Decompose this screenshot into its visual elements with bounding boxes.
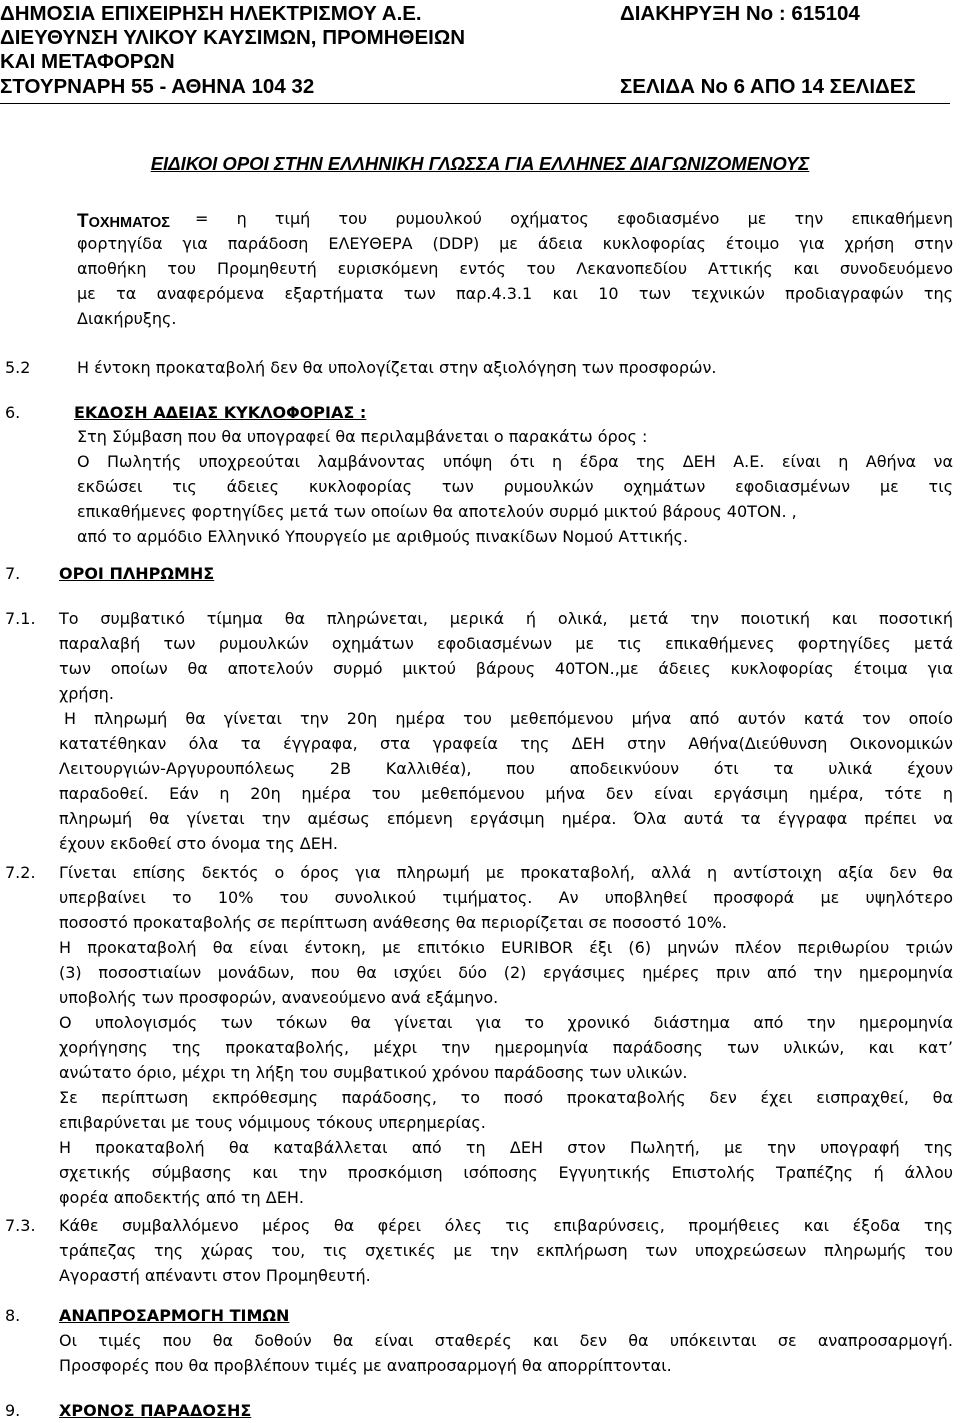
section-7-1-line: έχουν εκδοθεί στο όνομα της ΔΕΗ. — [59, 834, 338, 853]
page-title: ΕΙΔΙΚΟΙ ΟΡΟΙ ΣΤΗΝ ΕΛΛΗΝΙΚΗ ΓΛΩΣΣΑ ΓΙΑ ΕΛΛΗΝΕΣ ΔΙΑΓΩΝΙΖΟΜΕΝΟΥΣ — [150, 153, 810, 174]
definition-line: αποθήκη του Προμηθευτή ευρισκόμενη εντός του Λεκανοπεδίου Αττικής και συνοδευόμενο — [77, 259, 953, 278]
header-org-line-3: ΚΑΙ ΜΕΤΑΦΟΡΩΝ — [0, 50, 175, 73]
section-7-1-line: κατατέθηκαν όλα τα έγγραφα, στα γραφεία της ΔΕΗ στην Αθήνα(Διεύθυνση Οικονομικών — [59, 734, 953, 753]
section-7-2-line: Ο υπολογισμός των τόκων θα γίνεται για το χρονικό διάστημα από την ημερομηνία — [59, 1013, 953, 1032]
section-5-2-number: 5.2 — [5, 358, 31, 377]
section-7-2-line: Η προκαταβολή θα καταβάλλεται από τη ΔΕΗ στον Πωλητή, με την υπογραφή της — [59, 1138, 953, 1157]
definition-term — [77, 211, 170, 233]
header-divider — [0, 103, 950, 104]
section-7-2-line: υπερβαίνει το 10% του συνολικού τιμήματος. Αν υποβληθεί προσφορά με υψηλότερο — [59, 888, 953, 907]
definition-term-initial: Τ — [77, 211, 89, 232]
section-7-2-line: χορήγησης της προκαταβολής, μέχρι την ημερομηνία παράδοσης των υλικών, και κατ’ — [59, 1038, 953, 1057]
section-7-2-line: Γίνεται επίσης δεκτός ο όρος για πληρωμή με προκαταβολή, αλλά η αντίστοιχη αξία δεν θα — [59, 863, 953, 882]
section-8-body — [59, 1328, 953, 1378]
section-8-line: Προσφορές που θα προβλέπουν τιμές με αναπροσαρμογή θα απορρίπτονται. — [59, 1356, 672, 1375]
section-7-2-line: (3) ποσοστιαίων μονάδων, που θα ισχύει δύο (2) εργάσιμες ημέρες πριν από την ημερομηνία — [59, 963, 953, 982]
section-7-1-line: Το συμβατικό τίμημα θα πληρώνεται, μερικά ή ολικά, μετά την ποιοτική και ποσοτική — [59, 609, 953, 628]
section-7-1-line: Η πληρωμή θα γίνεται την 20η ημέρα του μεθεπόμενου μήνα από αυτόν κατά τον οποίο — [64, 709, 953, 728]
section-7-2-line: ποσοστό προκαταβολής σε περίπτωση ανάθεσης θα περιορίζεται σε ποσοστό 10%. — [59, 913, 727, 932]
section-7-1-line: χρήση. — [59, 684, 114, 703]
section-6-line: επικαθήμενες φορτηγίδες μετά των οποίων θα αποτελούν συρμό μικτού βάρους 40ΤΟΝ. , — [77, 502, 797, 521]
section-6-line: Στη Σύμβαση που θα υπογραφεί θα περιλαμβάνεται ο παρακάτω όρος : — [77, 427, 648, 446]
section-7-3-line: Κάθε συμβαλλόμενο μέρος θα φέρει όλες τις επιβαρύνσεις, προμήθειες και έξοδα της — [59, 1216, 953, 1235]
header-org-line-2: ΔΙΕΥΘΥΝΣΗ ΥΛΙΚΟΥ ΚΑΥΣΙΜΩΝ, ΠΡΟΜΗΘΕΙΩΝ — [0, 26, 466, 49]
section-7-2-body — [59, 860, 953, 1210]
header-address: ΣΤΟΥΡΝΑΡΗ 55 - ΑΘΗΝΑ 104 32 — [0, 75, 315, 98]
section-6-heading: ΕΚΔΟΣΗ ΑΔΕΙΑΣ ΚΥΚΛΟΦΟΡΙΑΣ : — [74, 403, 367, 422]
section-7-1-line: Λειτουργιών-Αργυρουπόλεως 2Β Καλλιθέα), που αποδεικνύουν ότι τα υλικά έχουν — [59, 759, 953, 778]
definition-term-rest: ΟΧΗΜΑΤΟΣ — [88, 215, 170, 231]
section-8-heading: ΑΝΑΠΡΟΣΑΡΜΟΓΗ ΤΙΜΩΝ — [59, 1306, 290, 1325]
section-6-line: Ο Πωλητής υποχρεούται λαμβάνοντας υπόψη ότι η έδρα της ΔΕΗ Α.Ε. είναι η Αθήνα να — [77, 452, 953, 471]
section-7-1-number: 7.1. — [5, 609, 36, 628]
section-7-3-line: τράπεζας της χώρας του, τις σχετικές με την εκπλήρωση των υποχρεώσεων πληρωμής του — [59, 1241, 953, 1260]
section-7-2-number: 7.2. — [5, 863, 36, 882]
section-7-number: 7. — [5, 564, 21, 583]
section-8-number: 8. — [5, 1306, 21, 1325]
section-7-1-body — [59, 606, 953, 856]
section-8-line: Οι τιμές που θα δοθούν θα είναι σταθερές και δεν θα υπόκεινται σε αναπροσαρμογή. — [59, 1331, 953, 1350]
header-announcement-number: ΔΙΑΚΗΡΥΞΗ Νο : 615104 — [620, 2, 860, 25]
section-7-3-line: Αγοραστή απέναντι στον Προμηθευτή. — [59, 1266, 371, 1285]
definition-line: = η τιμή του ρυμουλκού οχήματος εφοδιασμένο με την επικαθήμενη — [195, 209, 953, 228]
section-6-body — [77, 424, 953, 549]
definition-body — [195, 206, 953, 231]
definition-line: Διακήρυξης. — [77, 309, 177, 328]
section-7-2-line: επιβαρύνεται με τους νόμιμους τόκους υπερημερίας. — [59, 1113, 486, 1132]
definition-body-cont — [77, 231, 953, 331]
header-page-number: ΣΕΛΙΔΑ Νο 6 ΑΠΟ 14 ΣΕΛΙΔΕΣ — [620, 75, 916, 98]
section-6-line: από το αρμόδιο Ελληνικό Υπουργείο με αριθμούς πινακίδων Νομού Αττικής. — [77, 527, 689, 546]
section-5-2-text: Η έντοκη προκαταβολή δεν θα υπολογίζεται στην αξιολόγηση των προσφορών. — [77, 358, 717, 377]
section-7-2-line: Σε περίπτωση εκπρόθεσμης παράδοσης, το ποσό προκαταβολής δεν έχει εισπραχθεί, θα — [59, 1088, 953, 1107]
section-7-1-line: παραλαβή των ρυμουλκών οχημάτων εφοδιασμένων με τις επικαθήμενες φορτηγίδες μετά — [59, 634, 953, 653]
section-7-1-line: των οποίων θα αποτελούν συρμό μικτού βάρους 40ΤΟΝ.,με άδειες κυκλοφορίας έτοιμα για — [59, 659, 953, 678]
section-6-line: εκδώσει τις άδειες κυκλοφορίας των ρυμουλκών οχημάτων εφοδιασμένων με τις — [77, 477, 953, 496]
section-7-2-line: ανώτατο όριο, μέχρι τη λήξη του συμβατικού χρόνου παράδοσης των υλικών. — [59, 1063, 688, 1082]
section-7-2-line: υποβολής των προσφορών, ανανεούμενο ανά εξάμηνο. — [59, 988, 499, 1007]
section-7-2-line: Η προκαταβολή θα είναι έντοκη, με επιτόκιο EURIBOR έξι (6) μηνών πλέον περιθωρίου τριών — [59, 938, 953, 957]
section-7-3-number: 7.3. — [5, 1216, 36, 1235]
header-org-line-1: ΔΗΜΟΣΙΑ ΕΠΙΧΕΙΡΗΣΗ ΗΛΕΚΤΡΙΣΜΟΥ Α.Ε. — [0, 2, 422, 25]
section-6-number: 6. — [5, 403, 21, 422]
section-7-2-line: σχετικής σύμβασης και την προσκόμιση ισόποσης Εγγυητικής Επιστολής Τραπέζης ή άλλου — [59, 1163, 953, 1182]
definition-line: με τα αναφερόμενα εξαρτήματα των παρ.4.3.1 και 10 των τεχνικών προδιαγραφών της — [77, 284, 953, 303]
section-7-1-line: πληρωμή θα γίνεται την αμέσως επόμενη εργάσιμη ημέρα. Όλα αυτά τα έγγραφα πρέπει να — [59, 809, 953, 828]
definition-line: φορτηγίδα για παράδοση ΕΛΕΥΘΕΡΑ (DDP) με άδεια κυκλοφορίας έτοιμο για χρήση στην — [77, 234, 953, 253]
section-7-3-body — [59, 1213, 953, 1288]
section-7-2-line: φορέα αποδεκτής από τη ΔΕΗ. — [59, 1188, 304, 1207]
section-7-heading: ΟΡΟΙ ΠΛΗΡΩΜΗΣ — [59, 564, 215, 583]
section-9-number: 9. — [5, 1401, 21, 1420]
section-9-heading: ΧΡΟΝΟΣ ΠΑΡΑΔΟΣΗΣ — [59, 1401, 252, 1420]
section-7-1-line: παραδοθεί. Εάν η 20η ημέρα του μεθεπόμενου μήνα δεν είναι εργάσιμη ημέρα, τότε η — [59, 784, 953, 803]
